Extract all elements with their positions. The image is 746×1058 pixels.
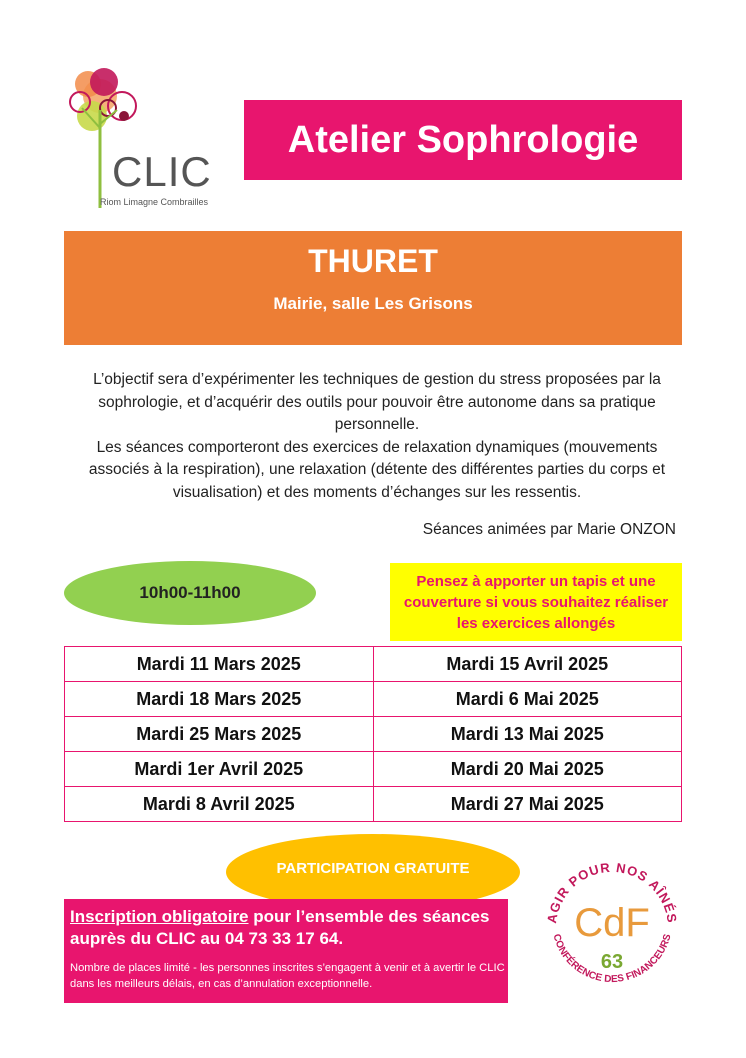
session-date: Mardi 1er Avril 2025 xyxy=(65,752,374,787)
inscription-box xyxy=(64,899,508,1003)
equipment-note xyxy=(390,563,682,641)
cdf-seal-icon xyxy=(542,856,682,996)
table-row xyxy=(65,752,682,787)
table-row xyxy=(65,787,682,822)
cdf-letters: CdF xyxy=(574,901,650,945)
cdf-bottom-text: CONFÉRENCE DES FINANCEURS xyxy=(550,932,674,986)
clic-logo xyxy=(62,66,222,212)
logo-name: CLIC xyxy=(112,148,212,195)
table-row xyxy=(65,647,682,682)
session-date: Mardi 15 Avril 2025 xyxy=(373,647,682,682)
schedule-table xyxy=(64,646,682,822)
participation-text: PARTICIPATION GRATUITE xyxy=(276,860,470,877)
inscription-main xyxy=(70,906,506,950)
table-row xyxy=(65,682,682,717)
session-date: Mardi 18 Mars 2025 xyxy=(65,682,374,717)
description-paragraph-1: L’objectif sera d’expérimenter les techniques de gestion du stress proposées par la sophrologie, et d’acquérir des outils pour pouvoir être autonome dans sa pratique personnelle. xyxy=(93,371,661,433)
cdf-logo xyxy=(542,856,682,996)
equipment-note-text: Pensez à apporter un tapis et une couverture si vous souhaitez réaliser les exercices allongés xyxy=(403,572,669,632)
facilitator-text: Séances animées par Marie ONZON xyxy=(422,521,676,538)
page-title: Atelier Sophrologie xyxy=(287,118,639,161)
session-date: Mardi 6 Mai 2025 xyxy=(373,682,682,717)
inscription-note: Nombre de places limité - les personnes inscrites s’engagent à venir et à avertir le CLIC dans les meilleurs délais, en cas d’annulation exceptionnelle. xyxy=(70,962,505,990)
location-city: THURET xyxy=(308,243,438,279)
location-place: Mairie, salle Les Grisons xyxy=(273,294,473,313)
cdf-number: 63 xyxy=(600,951,624,973)
time-text: 10h00-11h00 xyxy=(139,583,241,602)
session-date: Mardi 13 Mai 2025 xyxy=(373,717,682,752)
session-date: Mardi 27 Mai 2025 xyxy=(373,787,682,822)
session-date: Mardi 25 Mars 2025 xyxy=(65,717,374,752)
inscription-required: Inscription obligatoire xyxy=(70,907,249,926)
location-banner xyxy=(64,231,682,345)
session-date: Mardi 20 Mai 2025 xyxy=(373,752,682,787)
logo-subtitle: Riom Limagne Combrailles xyxy=(100,197,209,207)
session-date: Mardi 11 Mars 2025 xyxy=(65,647,374,682)
time-badge xyxy=(64,561,316,625)
description-paragraph-2: Les séances comporteront des exercices de relaxation dynamiques (mouvements associés à la respiration), une relaxation (détente des différentes parties du corps et visualisation) et des moments d’échanges sur les ressentis. xyxy=(88,438,666,501)
session-date: Mardi 8 Avril 2025 xyxy=(65,787,374,822)
table-row xyxy=(65,717,682,752)
description xyxy=(82,369,672,504)
inscription-contact: pour l’ensemble des séances auprès du CLIC au 04 73 33 17 64. xyxy=(70,907,490,948)
cdf-top-text: AGIR POUR NOS AÎNÉS xyxy=(544,859,680,925)
title-banner xyxy=(244,100,682,180)
